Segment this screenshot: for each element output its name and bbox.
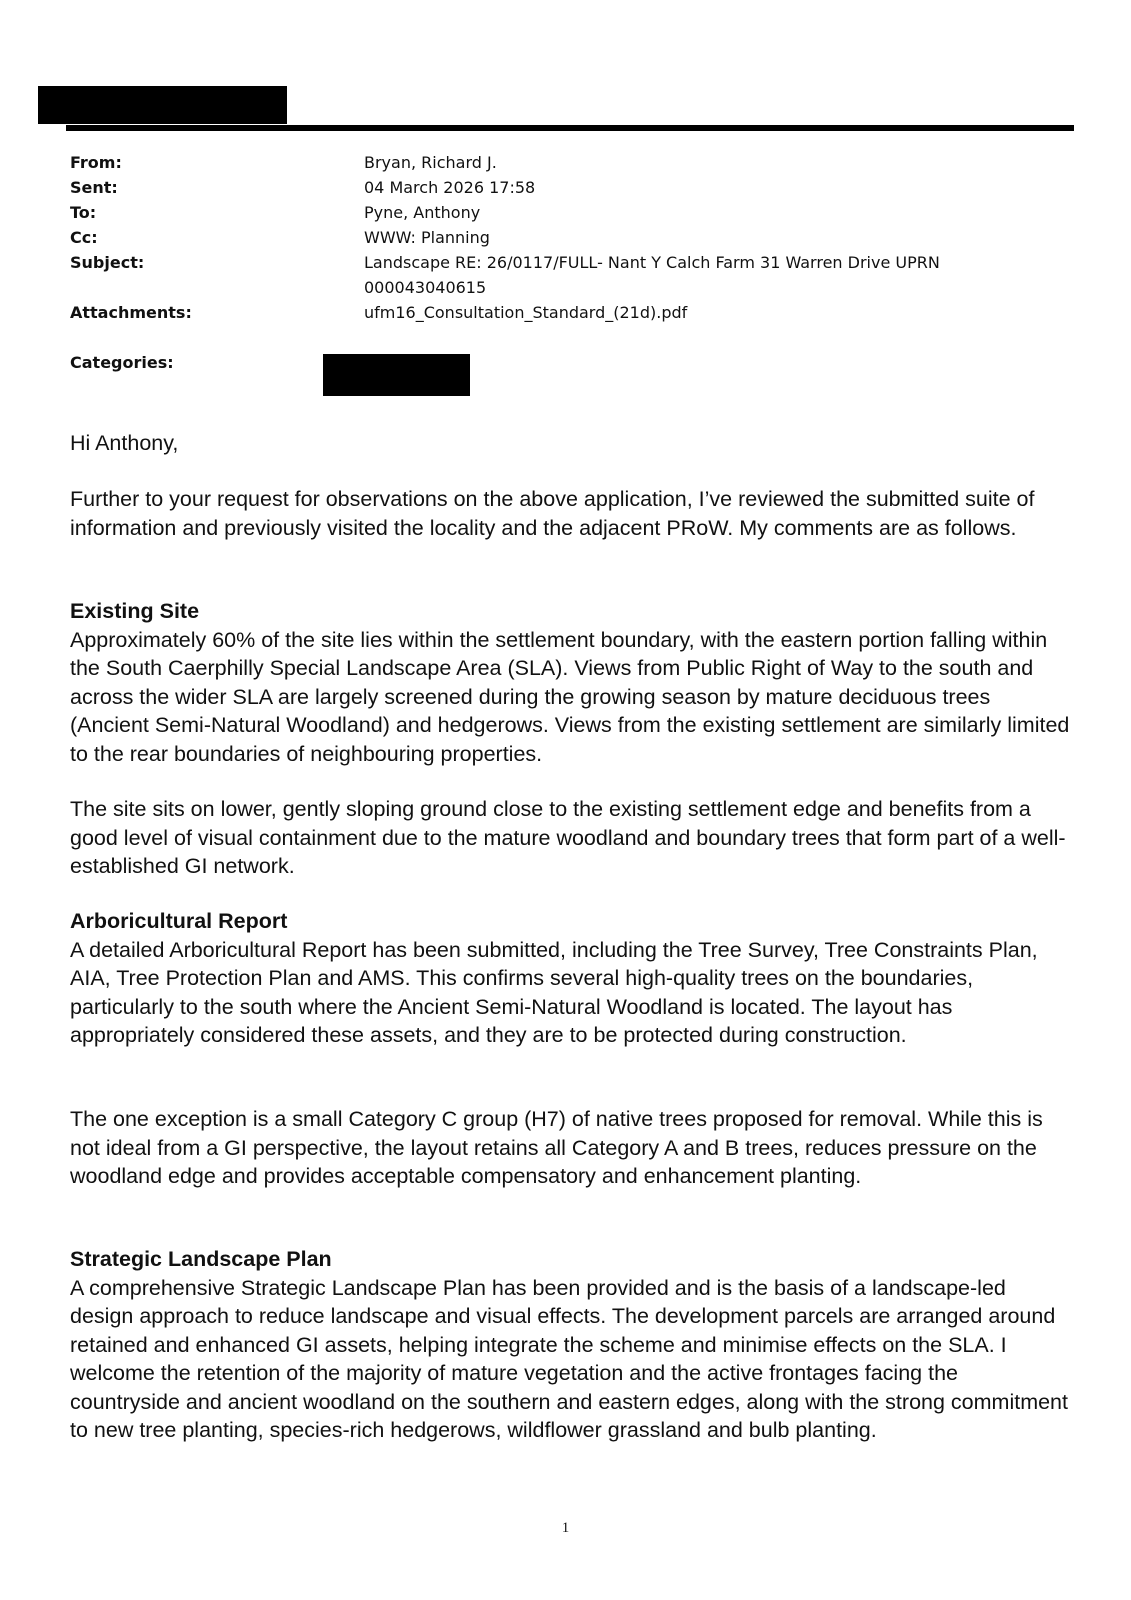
paragraph: Approximately 60% of the site lies within the settlement boundary, with the eastern portion falling within the South Caerphilly Special Landscape Area (SLA). Views from Public Right of Way to the south and across the wider SLA are largely screened during the growing season by mature deciduous trees (Ancient Semi-Natural Woodland) and hedgerows. Views from the existing settlement are similarly limited to the rear boundaries of neighbouring properties. bbox=[70, 627, 1070, 766]
paragraph: A comprehensive Strategic Landscape Plan has been provided and is the basis of a landscape-led design approach to reduce landscape and visual effects. The development parcels are arranged around retained and enhanced GI assets, helping integrate the scheme and minimise effects on the SLA. I welcome the retention of the majority of mature vegetation and the active frontages facing the countryside and ancient woodland on the southern and eastern edges, along with the strong commitment to new tree planting, species-rich hedgerows, wildflower grassland and bulb planting. bbox=[70, 1275, 1068, 1442]
paragraph: A detailed Arboricultural Report has been submitted, including the Tree Survey, Tree Constraints Plan, AIA, Tree Protection Plan and AMS. This confirms several high-quality trees on the boundaries, particularly to the south where the Ancient Semi-Natural Woodland is located. The layout has appropriately considered these assets, and they are to be protected during construction. bbox=[70, 937, 1038, 1047]
attachments-value: ufm16_Consultation_Standard_(21d).pdf bbox=[364, 303, 688, 322]
section-strategic-landscape-plan bbox=[70, 1245, 1070, 1445]
paragraph: The one exception is a small Category C group (H7) of native trees proposed for removal. While this is not ideal from a GI perspective, the layout retains all Category A and B trees, reduces pressure on the woodland edge and provides acceptable compensatory and enhancement planting. bbox=[70, 1107, 1043, 1188]
to-value: Pyne, Anthony bbox=[364, 203, 481, 222]
categories-label: Categories: bbox=[70, 353, 174, 372]
redaction-block-categories bbox=[323, 354, 470, 396]
from-label: From: bbox=[70, 153, 122, 172]
section-heading: Existing Site bbox=[70, 599, 200, 623]
to-label: To: bbox=[70, 203, 97, 222]
section-existing-site bbox=[70, 597, 1070, 768]
from-value: Bryan, Richard J. bbox=[364, 153, 497, 172]
cc-label: Cc: bbox=[70, 228, 98, 247]
section-arboricultural-report bbox=[70, 907, 1070, 1050]
paragraph: The site sits on lower, gently sloping ground close to the existing settlement edge and benefits from a good level of visual containment due to the mature woodland and boundary trees that form part of a well-established GI network. bbox=[70, 797, 1066, 878]
redaction-block-top bbox=[38, 86, 287, 124]
subject-value: Landscape RE: 26/0117/FULL- Nant Y Calch Farm 31 Warren Drive UPRN 000043040615 bbox=[364, 253, 940, 297]
page-number: 1 bbox=[561, 1520, 570, 1536]
subject-label: Subject: bbox=[70, 253, 145, 272]
section-heading: Arboricultural Report bbox=[70, 909, 288, 933]
cc-value: WWW: Planning bbox=[364, 228, 490, 247]
attachments-label: Attachments: bbox=[70, 303, 192, 322]
sent-value: 04 March 2026 17:58 bbox=[364, 178, 536, 197]
header-rule bbox=[66, 125, 1074, 131]
greeting: Hi Anthony, bbox=[70, 431, 179, 455]
intro-paragraph: Further to your request for observations on the above application, I’ve reviewed the submitted suite of information and previously visited the locality and the adjacent PRoW. My comments are as follows. bbox=[70, 487, 1035, 540]
section-heading: Strategic Landscape Plan bbox=[70, 1247, 332, 1271]
sent-label: Sent: bbox=[70, 178, 118, 197]
